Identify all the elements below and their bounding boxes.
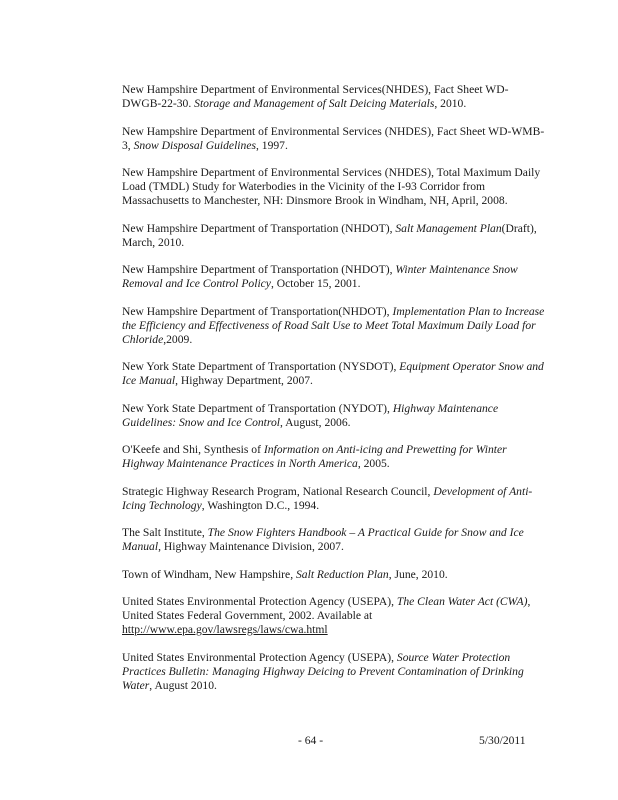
reference-entry [122,402,547,430]
reference-entry [122,222,547,250]
reference-title: Snow Disposal Guidelines [133,138,256,152]
reference-text: , August 2010. [149,678,217,692]
reference-text: O'Keefe and Shi, Synthesis of [122,443,264,456]
page-number: - 64 - [298,734,324,747]
reference-entry [122,595,547,637]
reference-text: New Hampshire Department of Environmental Services (NHDES), Total Maximum Daily Load (TMDL) Study for Waterbodies in the Vicinity of the I-93 Corridor from Massachusetts to Manchester, NH: Dinsmore Brook in Windham, NH, April, 2008. [122,166,541,207]
reference-text: , June, 2010. [388,567,448,581]
reference-title: Source Water Protection Practices Bulletin: Managing Highway Deicing to Prevent Contamination of Drinking Water [122,650,524,692]
reference-text: The Salt Institute, [122,526,208,539]
reference-text: New Hampshire Department of Transportation(NHDOT), [122,304,393,318]
reference-text: , Washington D.C., 1994. [201,498,320,512]
reference-title: Salt Management Plan [395,221,502,235]
reference-entry [122,485,547,513]
reference-title: Winter Maintenance Snow Removal and Ice Control Policy [122,263,518,290]
reference-text: New Hampshire Department of Transportation (NHDOT), [122,221,396,235]
reference-text: , 2010. [434,97,467,110]
reference-title: Development of Anti-Icing Technology [122,484,533,512]
reference-text: Town of Windham, New Hampshire, [122,567,296,581]
reference-text: , August, 2006. [280,415,351,429]
reference-entry [122,568,547,582]
reference-title: Information on Anti-icing and Prewetting for Winter Highway Maintenance Practices in North America [122,443,507,470]
reference-entry [122,651,547,693]
reference-title: The Snow Fighters Handbook – A Practical Guide for Snow and Ice Manual [122,526,524,553]
reference-link[interactable]: http://www.epa.gov/lawsregs/laws/cwa.html [122,623,328,636]
reference-entry [122,526,547,554]
reference-title: Salt Reduction Plan [296,567,389,581]
reference-text: United States Environmental Protection Agency (USEPA), [122,650,397,664]
reference-title: Highway Maintenance Guidelines: Snow and Ice Control [122,401,499,429]
reference-text: , 1997. [255,138,288,152]
reference-title: Implementation Plan to Increase the Efficiency and Effectiveness of Road Salt Use to Meet Total Maximum Daily Load for Chloride [122,304,545,346]
reference-entry [122,305,547,347]
reference-list [122,83,547,706]
reference-text: , United States Federal Government, 2002. Available at [122,595,531,622]
reference-title: Equipment Operator Snow and Ice Manual [122,360,544,387]
reference-text: United States Environmental Protection Agency (USEPA), [122,595,397,608]
footer-date: 5/30/2011 [479,734,526,747]
reference-entry [122,166,547,208]
reference-text: (Draft), March, 2010. [122,221,537,249]
reference-entry [122,83,547,111]
reference-text: New York State Department of Transportation (NYSDOT), [122,360,400,373]
reference-title: The Clean Water Act (CWA) [396,595,528,608]
reference-text: , Highway Department, 2007. [175,374,313,387]
reference-text: , Highway Maintenance Division, 2007. [158,540,344,553]
reference-text: Strategic Highway Research Program, National Research Council, [122,484,434,498]
reference-entry [122,263,547,291]
reference-text: , 2005. [357,457,390,470]
reference-entry [122,125,547,153]
reference-text: New Hampshire Department of Transportation (NHDOT), [122,263,396,276]
reference-text: New Hampshire Department of Environmental Services(NHDES), Fact Sheet WD-DWGB-22-30. [122,83,509,110]
reference-text: ,2009. [163,332,193,346]
reference-entry [122,443,547,471]
reference-entry [122,360,547,388]
reference-title: Storage and Management of Salt Deicing Materials [194,97,435,110]
reference-text: New York State Department of Transportation (NYDOT), [122,401,393,415]
reference-text: , October 15, 2001. [270,277,361,290]
reference-text: New Hampshire Department of Environmental Services (NHDES), Fact Sheet WD-WMB-3, [122,124,545,152]
